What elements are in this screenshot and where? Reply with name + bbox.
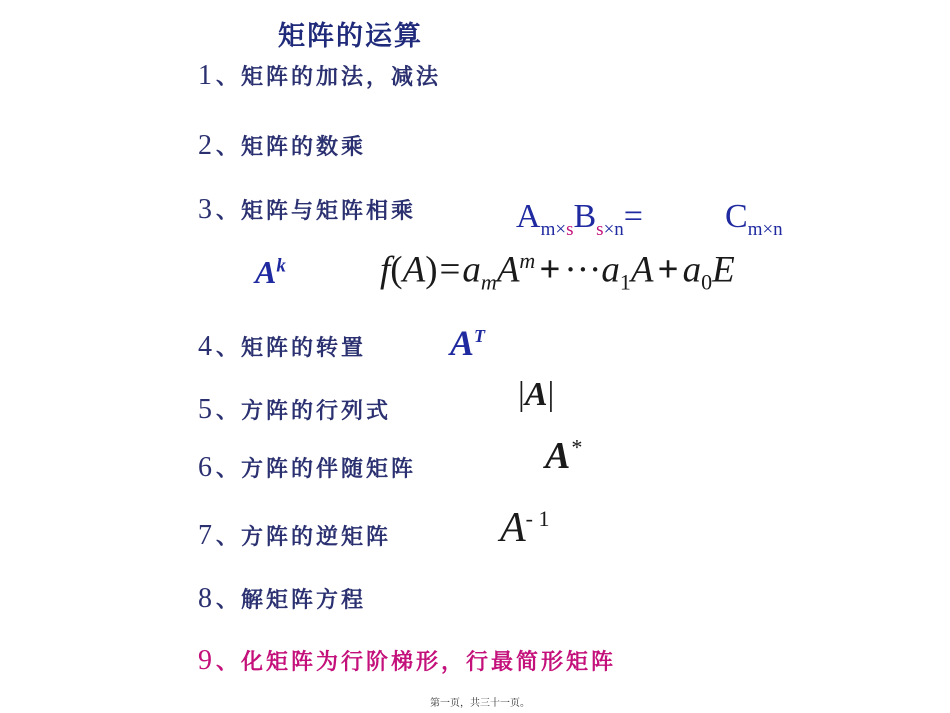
matrix-a: A <box>516 198 541 235</box>
list-item-9 <box>198 645 616 677</box>
base: A <box>450 323 475 363</box>
item-number: 3 <box>198 194 212 225</box>
paren: ( <box>390 249 403 291</box>
item-number: 9 <box>198 645 212 676</box>
bar: | <box>518 376 525 413</box>
paren: ) <box>425 249 438 291</box>
base: A <box>545 435 571 477</box>
item-number: 2 <box>198 130 212 161</box>
function-f: f <box>380 249 391 291</box>
list-item-8 <box>198 583 366 615</box>
matrix-c <box>725 198 783 241</box>
item-label: 、化矩阵为行阶梯形，行最简形矩阵 <box>216 650 617 675</box>
adjoint-matrix <box>545 434 581 478</box>
item-label: 、方阵的行列式 <box>216 399 392 424</box>
ellipsis: ··· <box>564 249 602 291</box>
coef: a <box>682 249 702 291</box>
equals-sign: = <box>623 198 643 235</box>
subscript: × <box>555 218 567 240</box>
equals-sign: = <box>439 249 461 291</box>
var-a: A <box>496 249 520 291</box>
coef: a <box>462 249 481 291</box>
var-a: A <box>524 376 548 413</box>
subscript: ×n <box>603 218 624 240</box>
subscript: 0 <box>701 269 713 295</box>
item-label: 、方阵的逆矩阵 <box>216 525 392 550</box>
exponent: T <box>474 326 486 346</box>
item-number: 5 <box>198 394 212 425</box>
superscript: m <box>519 248 536 273</box>
matrix-transpose <box>450 322 485 364</box>
item-number: 1 <box>198 60 212 91</box>
item-label: 、矩阵的加法，减法 <box>216 65 442 90</box>
item-number: 7 <box>198 520 212 551</box>
subscript: m <box>540 218 556 240</box>
subscript: m <box>480 269 497 295</box>
list-item-1 <box>198 60 441 92</box>
page-title: 矩阵的运算 <box>278 21 423 52</box>
item-number: 8 <box>198 583 212 614</box>
subscript: m×n <box>747 218 783 240</box>
base: A <box>500 505 526 551</box>
item-number: 4 <box>198 331 212 362</box>
matrix-polynomial <box>380 248 735 296</box>
determinant <box>518 376 554 414</box>
exponent: - 1 <box>525 506 550 531</box>
subscript: s <box>596 218 604 240</box>
list-item-3 <box>198 194 416 226</box>
item-label: 、解矩阵方程 <box>216 588 367 613</box>
plus-sign: + <box>539 249 561 291</box>
item-label: 、矩阵与矩阵相乘 <box>216 199 417 224</box>
matrix-power <box>255 254 286 291</box>
identity-e: E <box>712 249 735 291</box>
matrix-product-formula <box>516 198 643 241</box>
item-number: 6 <box>198 452 212 483</box>
plus-sign: + <box>657 249 679 291</box>
bar: | <box>547 376 555 413</box>
inverse-matrix <box>500 504 549 552</box>
var-a: A <box>402 249 426 291</box>
base: A <box>255 254 277 290</box>
exponent: k <box>276 255 286 277</box>
page-footer: 第一页，共三十一页。 <box>430 698 530 709</box>
item-label: 、矩阵的数乘 <box>216 135 367 160</box>
list-item-7 <box>198 520 391 552</box>
item-label: 、矩阵的转置 <box>216 336 367 361</box>
list-item-5 <box>198 394 391 426</box>
list-item-2 <box>198 130 366 162</box>
matrix-b: B <box>573 198 597 235</box>
item-label: 、方阵的伴随矩阵 <box>216 457 417 482</box>
list-item-6 <box>198 452 416 484</box>
matrix-c-letter: C <box>725 198 748 235</box>
subscript: 1 <box>619 269 631 295</box>
list-item-4 <box>198 331 366 363</box>
var-a: A <box>630 249 654 291</box>
exponent: * <box>570 434 582 460</box>
coef: a <box>601 249 620 291</box>
subscript: s <box>566 218 574 240</box>
